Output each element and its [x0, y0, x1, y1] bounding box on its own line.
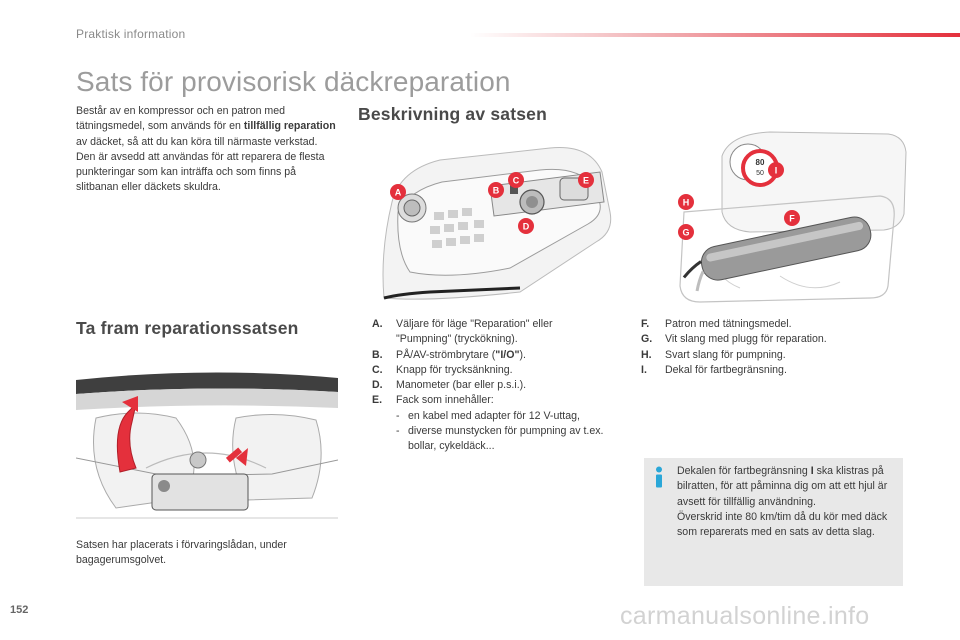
item-letter: H.	[641, 348, 652, 361]
callout-b	[488, 182, 504, 198]
item-letter: B.	[372, 348, 383, 361]
list-item-a	[372, 317, 604, 348]
sticker-top-value: 80	[755, 158, 765, 167]
callout-c-label: C	[512, 175, 520, 186]
item-letter: D.	[372, 379, 383, 392]
list-item-i	[641, 363, 873, 378]
sticker-bottom-value: 50	[756, 170, 764, 177]
intro-text-1a: Består av en kompressor och en patron med tätningsmedel, som används för en	[76, 105, 286, 133]
callout-c	[508, 172, 524, 188]
item-text: Vit slang med plugg för reparation.	[665, 333, 827, 346]
item-letter: C.	[372, 363, 383, 376]
callout-g	[678, 224, 694, 240]
item-letter: A.	[372, 318, 383, 330]
item-text: Väljare för läge "Reparation" eller "Pumpning" (tryckökning).	[396, 318, 553, 346]
item-letter: G.	[641, 333, 653, 346]
item-letter: E.	[372, 394, 383, 407]
callout-i-label: I	[774, 165, 778, 176]
list-item-h	[641, 348, 873, 363]
list-item-f	[641, 317, 873, 332]
item-text: Svart slang för pumpning.	[665, 348, 786, 361]
info-text-post: ska klistras på bilratten, för att påminna dig om att ett hjul är avsett för tillfällig användning.	[677, 465, 888, 508]
callout-e	[578, 172, 594, 188]
sub-list-item	[372, 409, 604, 424]
info-text-pre: Dekalen för fartbegränsning	[677, 465, 811, 477]
sub-item-text: diverse munstycken för pumpning av t.ex. bollar, cykeldäck...	[408, 425, 604, 453]
description-heading	[358, 104, 547, 125]
trunk-caption: Satsen har placerats i förvaringslådan, under bagagerumsgolvet.	[76, 539, 287, 567]
watermark: carmanualsonline.info	[620, 602, 870, 630]
callout-g-label: G	[682, 227, 690, 238]
component-list-right	[641, 317, 873, 378]
header-accent-line	[470, 33, 960, 37]
section-header: Praktisk information	[76, 27, 186, 41]
callout-f	[784, 210, 800, 226]
callout-a	[390, 184, 406, 200]
intro-paragraph-2: Den är avsedd att användas för att reparera de flesta punkteringar som kan inträffa och som finns på slitbanan eller däckets skuldra.	[76, 150, 325, 194]
kit-back-illustration	[660, 126, 908, 304]
description-heading-text: Beskrivning av satsen	[358, 104, 548, 124]
callout-i	[768, 162, 784, 178]
component-list-left	[372, 317, 604, 455]
page-title: Sats för provisorisk däckreparation	[76, 66, 511, 97]
item-text: Knapp för trycksänkning.	[396, 363, 513, 376]
list-item-e	[372, 393, 604, 408]
info-icon	[652, 466, 666, 488]
info-text-bold: I	[810, 465, 814, 477]
intro-text	[76, 104, 338, 196]
sub-list-item	[372, 424, 604, 455]
item-text: Fack som innehåller:	[396, 394, 494, 407]
callout-d	[518, 218, 534, 234]
callout-f-label: F	[789, 213, 795, 224]
callout-d-label: D	[522, 221, 530, 232]
list-item-c	[372, 363, 604, 378]
list-item-d	[372, 378, 604, 393]
item-letter: F.	[641, 318, 650, 330]
intro-paragraph-1	[76, 104, 338, 150]
trunk-illustration	[76, 348, 338, 524]
intro-text-1b: av däcket, så att du kan köra till närmaste verkstad.	[76, 135, 318, 148]
item-text-bold: "I/O"	[495, 348, 520, 361]
sub-dash: -	[396, 409, 400, 422]
callout-e-label: E	[582, 175, 590, 186]
info-paragraph-2: Överskrid inte 80 km/tim då du kör med däck som reparerats med en sats av detta slag.	[677, 510, 888, 539]
intro-emphasis: tillfällig reparation	[243, 120, 336, 133]
info-box	[644, 458, 903, 586]
item-text	[396, 348, 526, 363]
info-paragraph-1	[677, 464, 899, 510]
take-out-heading-text: Ta fram reparationssatsen	[76, 318, 299, 338]
item-letter: I.	[641, 363, 647, 376]
item-text: Manometer (bar eller p.s.i.).	[396, 379, 527, 392]
sub-item-text: en kabel med adapter för 12 V-uttag,	[408, 409, 580, 422]
take-out-heading	[76, 318, 299, 339]
page-number: 152	[10, 604, 29, 616]
item-text: Patron med tätningsmedel.	[665, 318, 792, 330]
kit-front-illustration	[370, 142, 618, 300]
list-item-g	[641, 332, 873, 347]
callout-h-label: H	[682, 197, 690, 208]
info-text	[677, 464, 899, 540]
callout-h	[678, 194, 694, 210]
list-item-b	[372, 348, 604, 363]
item-text-pre: PÅ/AV-strömbrytare (	[396, 348, 496, 361]
item-text: Dekal för fartbegränsning.	[665, 363, 787, 376]
sub-dash: -	[396, 425, 400, 438]
callout-b-label: B	[492, 185, 500, 196]
callout-a-label: A	[394, 187, 402, 198]
item-text-post: ).	[519, 348, 526, 361]
